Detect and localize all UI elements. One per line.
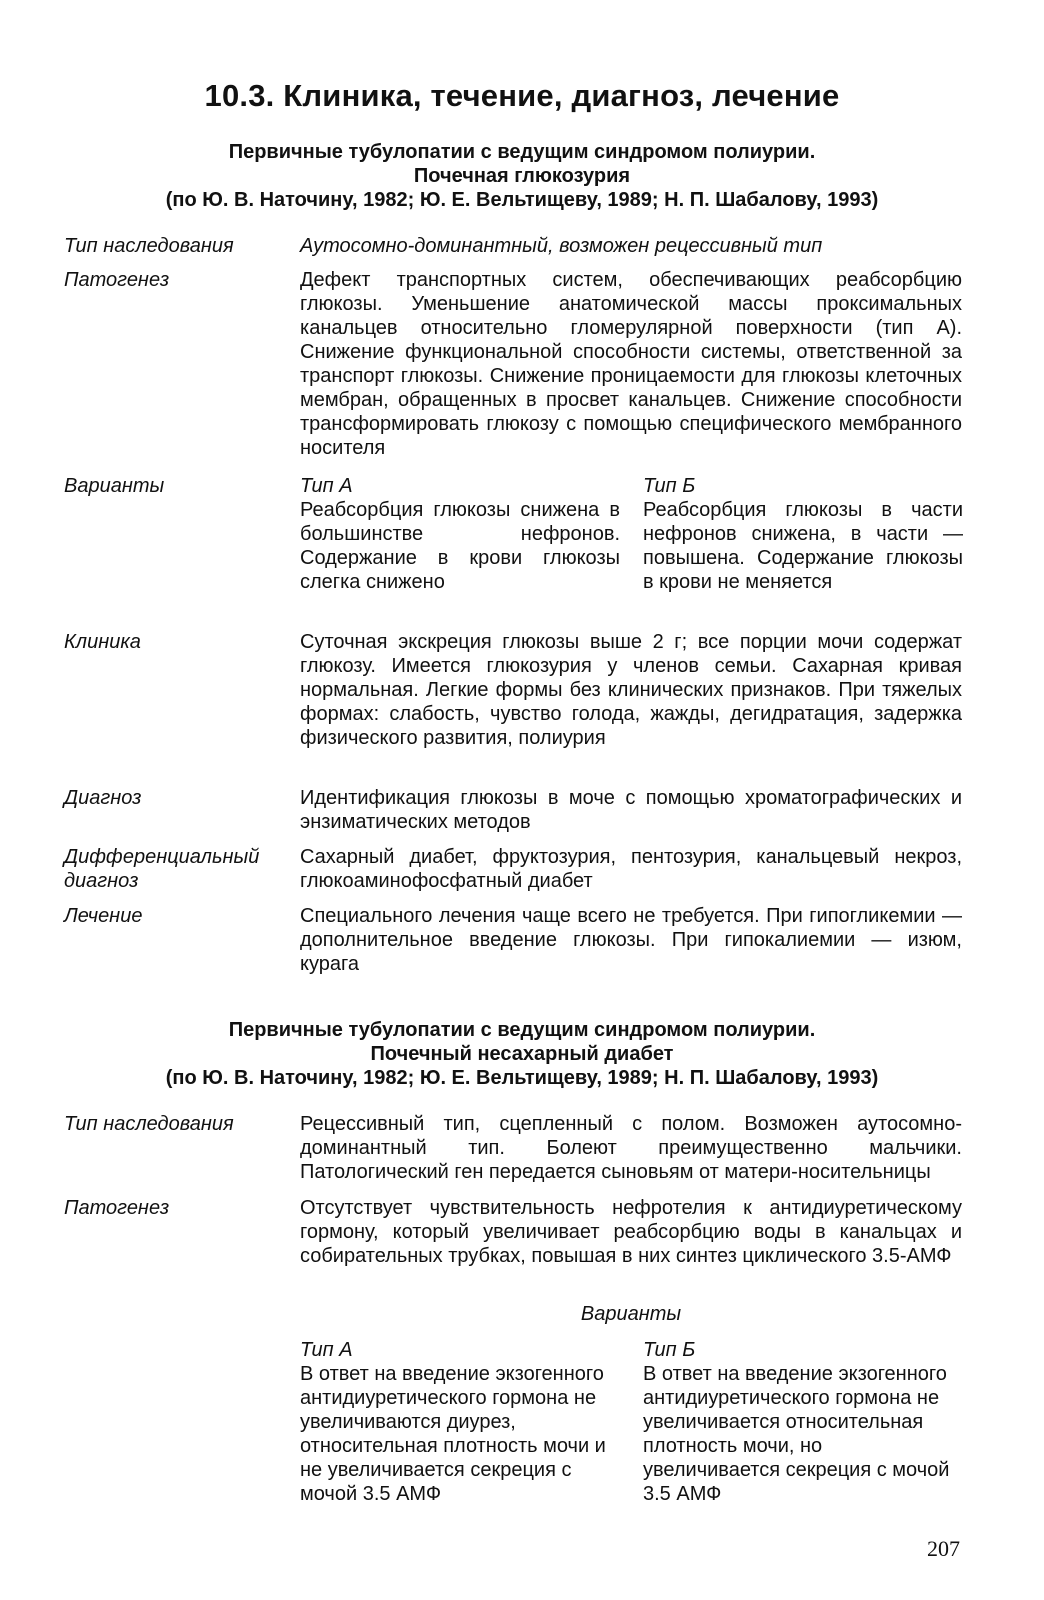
s1-clinic-label: Клиника bbox=[64, 631, 141, 653]
s2-type-a-heading: Тип А bbox=[300, 1339, 353, 1361]
s1-type-b-text: Реабсорбция глюкозы в части нефронов снижена, в части — повышена. Содержание глюкозы в крови не меняется bbox=[643, 499, 963, 593]
s2-type-b-text: В ответ на введение экзогенного антидиуретического гормона не увеличивается относительная плотность мочи, но увеличивается секреция с мочой 3.5 АМФ bbox=[643, 1363, 950, 1505]
s2-type-a-text: В ответ на введение экзогенного антидиуретического гормона не увеличиваются диурез, относительная плотность мочи и не увеличивается секреция с мочой 3.5 АМФ bbox=[300, 1363, 606, 1505]
s1-pathogenesis-label: Патогенез bbox=[64, 269, 170, 291]
s1-inheritance-text: Аутосомно-доминантный, возможен рецессивный тип bbox=[300, 235, 823, 257]
s2-type-a bbox=[300, 1338, 620, 1506]
s2-type-b bbox=[643, 1338, 963, 1506]
s1-type-b-heading: Тип Б bbox=[643, 475, 696, 497]
s1-clinic-text: Суточная экскреция глюкозы выше 2 г; все порции мочи содержат глюкозу. Имеется глюкозурия у членов семьи. Сахарная кривая нормальная. Легкие формы без клинических признаков. При тяжелых формах: слабость, чувство голода, жажды, дегидратация, задержка физического развития, полиурия bbox=[300, 631, 962, 749]
s1-type-a bbox=[300, 474, 620, 594]
s2-pathogenesis-text: Отсутствует чувствительность нефротелия к антидиуретическому гормону, который увеличивает реабсорбцию воды в канальцах и собирательных трубках, повышая в них синтез циклического 3.5-АМФ bbox=[300, 1197, 962, 1267]
s1-inheritance-label: Тип наследования bbox=[64, 235, 234, 257]
section1-heading bbox=[60, 140, 984, 212]
s1-treatment-label: Лечение bbox=[64, 905, 143, 927]
s2-type-b-heading: Тип Б bbox=[643, 1339, 696, 1361]
s1-pathogenesis-text: Дефект транспортных систем, обеспечивающих реабсорбцию глюкозы. Уменьшение анатомической массы проксимальных канальцев относительно гломерулярной поверхности (тип А). Снижение функциональной способности системы, ответственной за транспорт глюкозы. Снижение проницаемости для глюкозы клеточных мембран, обращенных в просвет канальцев. Снижение способности трансформировать глюкозу с помощью специфического мембранного носителя bbox=[300, 269, 962, 459]
s2-pathogenesis-label: Патогенез bbox=[64, 1197, 170, 1219]
s2-variants-label: Варианты bbox=[580, 1303, 682, 1325]
s2-inheritance-text: Рецессивный тип, сцепленный с полом. Возможен аутосомно-доминантный тип. Болеют преимущественно мальчики. Патологический ген передается сыновьям от матери-носительницы bbox=[300, 1113, 962, 1183]
s1-diagnosis-label: Диагноз bbox=[64, 787, 142, 809]
s1-diff-label: Дифференциальный диагноз bbox=[64, 846, 260, 892]
s1-treatment-text: Специального лечения чаще всего не требуется. При гипогликемии — дополнительное введение глюкозы. При гипокалиемии — изюм, курага bbox=[300, 905, 962, 975]
section1-heading-line3: (по Ю. В. Наточину, 1982; Ю. Е. Вельтищеву, 1989; Н. П. Шабалову, 1993) bbox=[165, 189, 879, 211]
page-number: 207 bbox=[927, 1536, 960, 1561]
s1-diagnosis-text: Идентификация глюкозы в моче с помощью хроматографических и энзиматических методов bbox=[300, 787, 962, 833]
section1-heading-line1: Первичные тубулопатии с ведущим синдромом полиурии. bbox=[228, 141, 816, 163]
s1-type-a-text: Реабсорбция глюкозы снижена в большинстве нефронов. Содержание в крови глюкозы слегка снижено bbox=[300, 499, 620, 593]
s2-inheritance-label: Тип наследования bbox=[64, 1113, 234, 1135]
section2-heading-line1: Первичные тубулопатии с ведущим синдромом полиурии. bbox=[228, 1019, 816, 1041]
s1-diff-text: Сахарный диабет, фруктозурия, пентозурия, канальцевый некроз, глюкоаминофосфатный диабет bbox=[300, 846, 962, 892]
page-title: 10.3. Клиника, течение, диагноз, лечение bbox=[204, 78, 840, 113]
s1-variants-label: Варианты bbox=[64, 475, 165, 497]
section1-heading-line2: Почечная глюкозурия bbox=[413, 165, 631, 187]
s1-type-b bbox=[643, 474, 963, 594]
section2-heading-line3: (по Ю. В. Наточину, 1982; Ю. Е. Вельтищеву, 1989; Н. П. Шабалову, 1993) bbox=[165, 1067, 879, 1089]
section2-heading-line2: Почечный несахарный диабет bbox=[370, 1043, 674, 1065]
s1-type-a-heading: Тип А bbox=[300, 475, 353, 497]
section2-heading bbox=[60, 1018, 984, 1090]
